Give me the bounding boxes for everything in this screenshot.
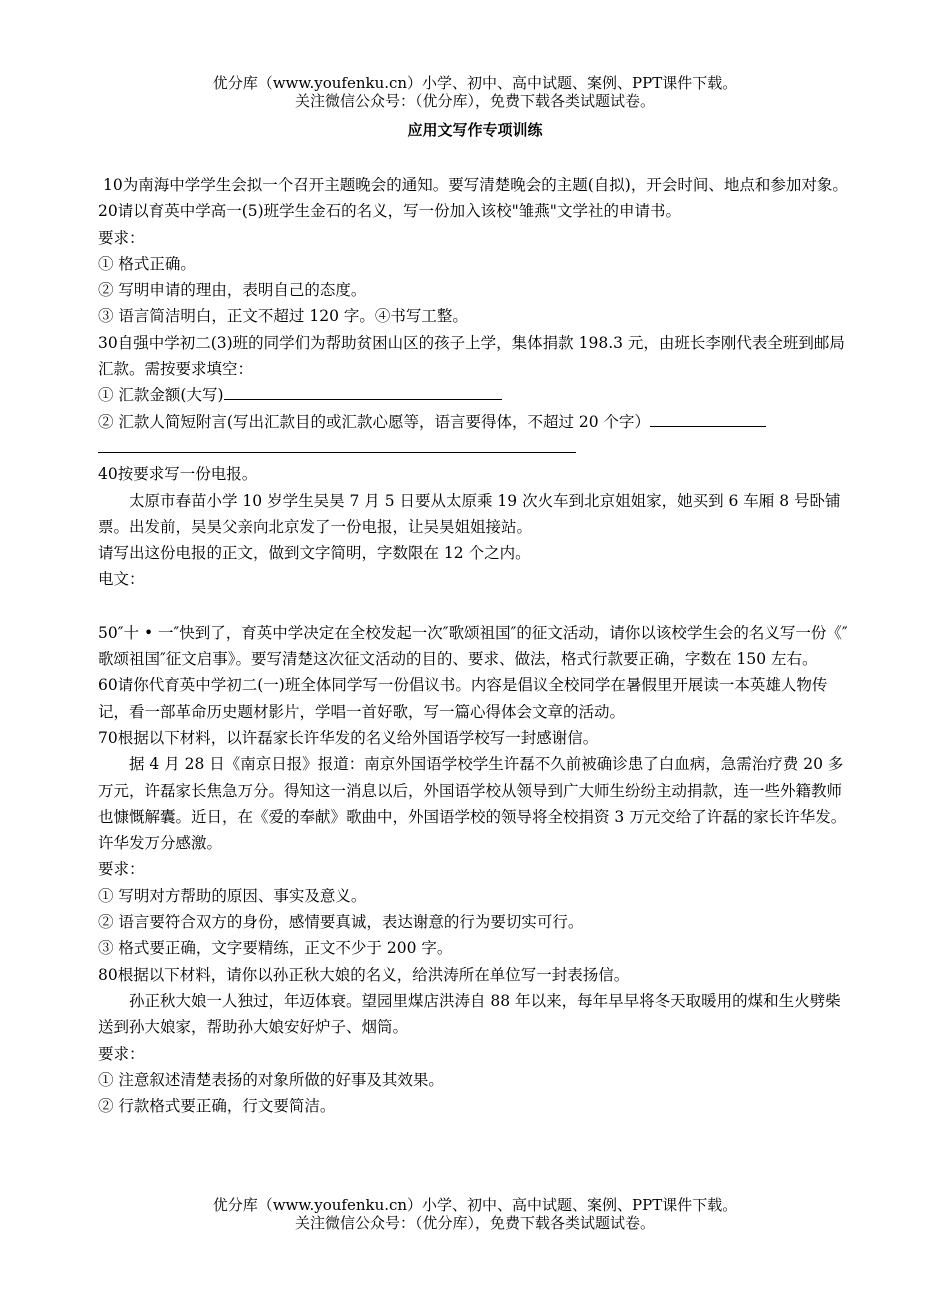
question-3-item-2: ② 汇款人简短附言(写出汇款目的或汇款心愿等，语言要得体，不超过 20 个字） <box>98 412 651 431</box>
header-line-2: 关注微信公众号：（优分库），免费下载各类试题试卷。 <box>294 92 655 110</box>
question-8-req-2: ② 行款格式要正确，行文要简洁。 <box>98 1097 336 1116</box>
header-line-1: 优分库（www.youfenku.cn）小学、初中、高中试题、案例、PPT课件下载。 <box>212 74 738 92</box>
question-2-req-label: 要求： <box>98 228 145 247</box>
question-2-req-3: ③ 语言简洁明白，正文不超过 120 字。④书写工整。 <box>98 307 468 326</box>
question-5: 50″十 • 一″快到了，育英中学决定在全校发起一次″歌颂祖国″的征文活动，请你以该校学生会的名义写一份《″歌颂祖国″征文启事》。要写清楚这次征文活动的目的、要求、做法，格式行款要正确，字数在 150 左右。 <box>98 623 848 669</box>
telegram-answer-space <box>98 593 854 620</box>
question-7-req-2: ② 语言要符合双方的身份，感情要真诚，表达谢意的行为要切实可行。 <box>98 913 584 932</box>
question-3-item-2-line <box>98 409 854 435</box>
question-4-material: 太原市春苗小学 10 岁学生吴昊 7 月 5 日要从太原乘 19 次火车到北京姐姐家，她买到 6 车厢 8 号卧铺票。出发前，吴昊父亲向北京发了一份电报，让吴昊姐姐接站。 <box>98 491 841 536</box>
question-3-item-1-line <box>98 382 854 408</box>
footer-line-1: 优分库（www.youfenku.cn）小学、初中、高中试题、案例、PPT课件下载。 <box>212 1196 738 1214</box>
document-body <box>98 172 854 1119</box>
question-7-material: 据 4 月 28 日《南京日报》报道：南京外国语学校学生许磊不久前被确诊患了白血病，急需治疗费 20 多万元，许磊家长焦急万分。得知这一消息以后，外国语学校从领导到广大师生纷纷主动捐款，连一些外籍教师也慷慨解囊。近日，在《爱的奉献》歌曲中，外国语学校的领导将全校捐资 3 万元交给了许磊的家长许华发。许华发万分感激。 <box>98 755 847 853</box>
question-7-req-label: 要求： <box>98 860 145 879</box>
question-6: 60请你代育英中学初二(一)班全体同学写一份倡议书。内容是倡议全校同学在暑假里开展读一本英雄人物传记，看一部革命历史题材影片，学唱一首好歌，写一篇心得体会文章的活动。 <box>98 676 828 721</box>
question-7-req-1: ① 写明对方帮助的原因、事实及意义。 <box>98 886 367 905</box>
answer-blank-message-2 <box>98 436 576 453</box>
question-4-label: 电文： <box>98 570 145 589</box>
question-4-stem: 40按要求写一份电报。 <box>98 465 258 484</box>
answer-blank-message <box>650 410 766 427</box>
question-7-req-3: ③ 格式要正确，文字要精练，正文不少于 200 字。 <box>98 939 453 958</box>
question-7-stem: 70根据以下材料，以许磊家长许华发的名义给外国语学校写一封感谢信。 <box>98 728 599 747</box>
question-8-req-label: 要求： <box>98 1044 145 1063</box>
answer-blank-amount <box>224 383 502 400</box>
question-3-stem: 30自强中学初二(3)班的同学们为帮助贫困山区的孩子上学，集体捐款 198.3 元，由班长李刚代表全班到邮局汇款。需按要求填空： <box>98 333 845 379</box>
question-2-req-1: ① 格式正确。 <box>98 254 196 273</box>
question-8-material: 孙正秋大娘一人独过，年迈体衰。望园里煤店洪涛自 88 年以来，每年早早将冬天取暖用的煤和生火劈柴送到孙大娘家，帮助孙大娘安好炉子、烟筒。 <box>98 991 841 1037</box>
question-2-req-2: ② 写明申请的理由，表明自己的态度。 <box>98 281 367 300</box>
footer-line-2: 关注微信公众号：（优分库），免费下载各类试题试卷。 <box>294 1214 655 1232</box>
question-2-stem: 20请以育英中学高一(5)班学生金石的名义，写一份加入该校"雏燕"文学社的申请书。 <box>98 202 681 221</box>
question-8-stem: 80根据以下材料，请你以孙正秋大娘的名义，给洪涛所在单位写一封表扬信。 <box>98 965 630 984</box>
question-1: 10为南海中学学生会拟一个召开主题晚会的通知。要写清楚晚会的主题(自拟)，开会时间、地点和参加对象。 <box>103 176 848 194</box>
question-8-req-1: ① 注意叙述清楚表扬的对象所做的好事及其效果。 <box>98 1070 444 1089</box>
question-3-item-1: ① 汇款金额(大写) <box>98 386 224 405</box>
question-4-instruction: 请写出这份电报的正文，做到文字简明，字数限在 12 个之内。 <box>98 544 531 563</box>
document-title: 应用文写作专项训练 <box>407 121 543 139</box>
question-3-item-2-line-2 <box>98 435 854 461</box>
